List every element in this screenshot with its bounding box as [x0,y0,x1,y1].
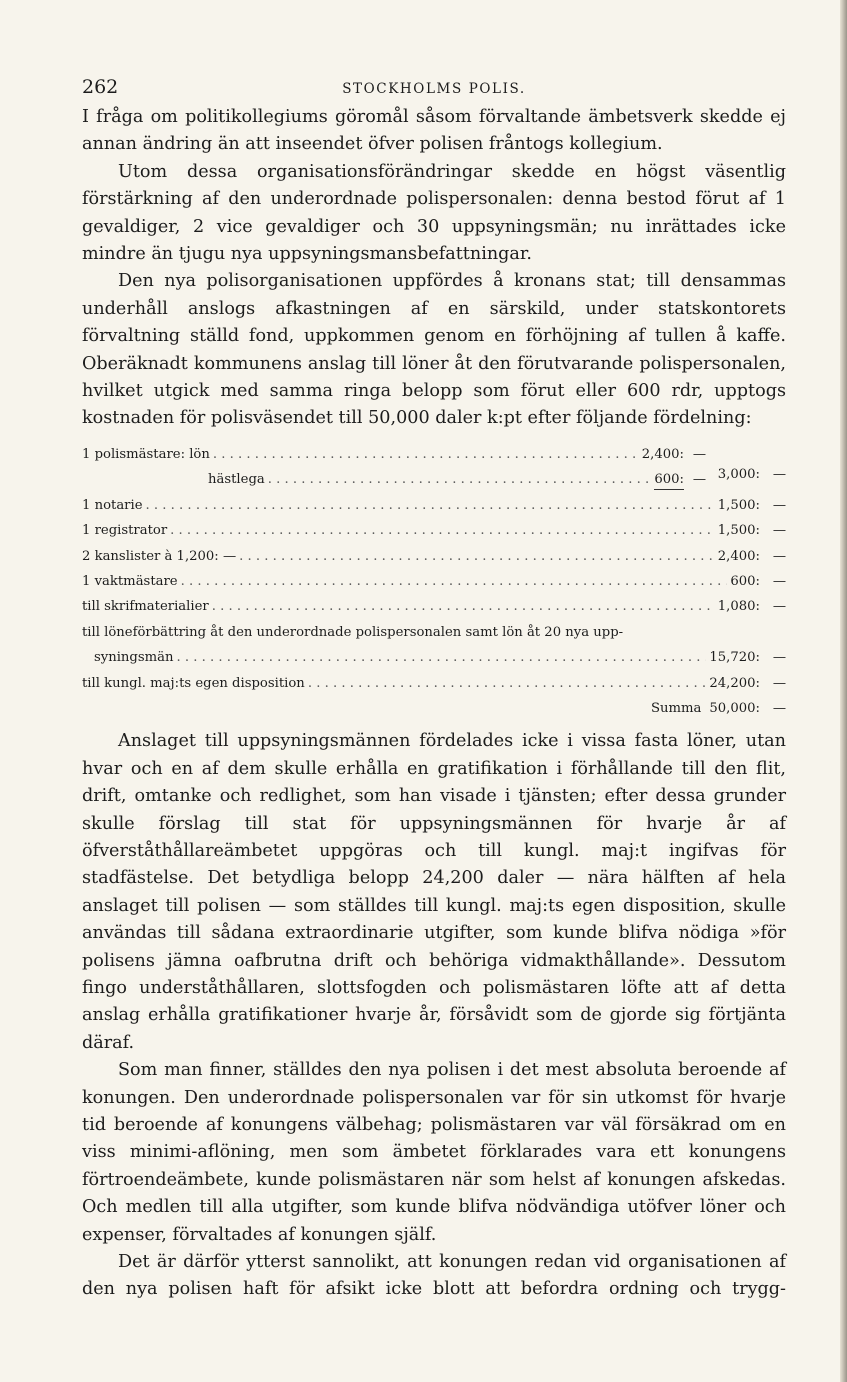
budget-row-wage-line2 [82,645,786,670]
budget-label: 2 kanslister à 1,200: — [82,548,237,564]
paragraph-6: Det är därför ytterst sannolikt, att konungen redan vid organisationen af den nya polisen haft för afsikt icke blott att befordra ordning och trygg- [82,1252,786,1300]
budget-row [82,518,786,543]
budget-amount: 2,400: [717,548,760,564]
budget-dash: — [772,466,786,482]
leader-dots [268,467,652,492]
leader-dots [146,493,715,518]
page-number: 262 [82,76,119,98]
budget-sum-row [82,696,786,721]
budget-dash: — [772,599,786,615]
budget-label: 1 vaktmästare [82,573,178,589]
budget-dash: — [772,548,786,564]
police-master-group [82,442,786,493]
budget-row [82,544,786,569]
budget-dash: — [772,573,786,589]
leader-dots [239,544,715,569]
budget-amount: 2,400: [641,446,684,462]
budget-table [82,442,786,721]
budget-label: till löneförbättring åt den underordnade polispersonalen samt lön åt 20 nya upp- [82,624,624,640]
budget-row-royal [82,671,786,696]
budget-amount: 1,500: [717,497,760,513]
budget-row [82,569,786,594]
budget-amount: 1,080: [717,599,760,615]
budget-label: syningsmän [94,650,174,666]
budget-dash: — [772,675,786,691]
budget-amount: 24,200: [709,675,760,691]
budget-label: hästlega [208,472,265,488]
budget-amount: 3,000: [717,466,760,482]
police-master-total [706,462,786,487]
budget-dash: — [772,523,786,539]
paragraph-3: Den nya polisorganisationen uppfördes å kronans stat; till densammas underhåll anslogs afkastningen af en särskild, under statskontorets förvaltning ställd fond, uppkommen genom en förhöjning af tullen å kaffe. Oberäknadt kommunens anslag till löner åt den förutvarande polispersonalen, hvilket utgick med samma ringa belopp som förut eller 600 rdr, upptogs kostnaden för polisväsendet till 50,000 daler k:pt efter följande fördelning: [82,271,786,429]
budget-label: till skrifmaterialier [82,599,209,615]
budget-label: 1 registrator [82,523,168,539]
budget-row-salary [82,442,706,467]
budget-label: till kungl. maj:ts egen disposition [82,675,305,691]
budget-amount: 600: [654,471,684,490]
leader-dots [213,442,639,467]
budget-row [82,493,786,518]
leader-dots [181,569,728,594]
paragraph-2: Utom dessa organisationsförändringar skedde en högst väsentlig förstärkning af den underordnade polispersonalen: denna bestod förut af 1 gevaldiger, 2 vice gevaldiger och 30 uppsyningsmän; nu inrättades icke mindre än tjugu nya uppsyningsmansbefattningar. [82,161,786,265]
budget-dash: — [692,446,706,462]
leader-dots [212,594,715,619]
budget-row-wage-line1 [82,620,786,645]
budget-dash: — [772,497,786,513]
budget-label: 1 notarie [82,497,143,513]
sum-dash: — [772,700,786,716]
paragraph-1: I fråga om politikollegiums göromål såsom förvaltande ämbetsverk skedde ej annan ändring än att inseendet öfver polisen fråntogs kollegium. [82,107,786,155]
leader-dots [170,518,715,543]
book-page [82,74,786,1304]
paragraph-5: Som man finner, ställdes den nya polisen i det mest absoluta beroende af konungen. Den underordnade polispersonalen var för sin utkomst för hvarje tid beroende af konungens välbehag; polismästaren var väl försäkrad om en viss minimi-aflöning, men som ämbetet förklarades vara ett konungens förtroendeämbete, kunde polismästaren när som helst af konungen afskedas. Och medlen till alla utgifter, som kunde blifva nödvändiga utöfver löner och expenser, förvaltades af konungen själf. [82,1060,786,1245]
budget-amount: 15,720: [709,650,760,666]
running-title: STOCKHOLMS POLIS. [342,81,526,97]
paragraph-4: Anslaget till uppsyningsmännen fördelades icke i vissa fasta löner, utan hvar och en af dem skulle erhålla en gratifikation i förhållande till den flit, drift, omtanke och redlighet, som han visade i tjänsten; efter dessa grunder skulle förslag till stat för uppsyningsmännen för hvarje år af öfverståthållareämbetet uppgöras och till kungl. maj:t ingifvas för stadfästelse. Det betydliga belopp 24,200 daler — nära hälften af hela anslaget till polisen — som ställdes till kungl. maj:ts egen disposition, skulle användas till sådana extraordinarie utgifter, som kunde blifva nödiga »för polisens jämna oafbrutna drift och behöriga vidmakthållande». Dessutom fingo underståthållaren, slottsfogden och polismästaren löfte att af detta anslag erhålla gratifikationer hvarje år, försåvidt som de gjorde sig förtjänta däraf. [82,731,786,1053]
budget-amount: 1,500: [717,523,760,539]
budget-row [82,594,786,619]
budget-label: 1 polismästare: lön [82,446,210,462]
sum-label: Summa [651,700,702,716]
leader-dots [177,645,707,670]
budget-dash: — [692,472,706,488]
sum-amount: 50,000: [709,700,760,716]
budget-row-horse [208,467,706,492]
page-edge-shadow [840,0,847,1382]
page-header [82,74,786,104]
budget-dash: — [772,650,786,666]
budget-amount: 600: [730,573,760,589]
leader-dots [308,671,707,696]
